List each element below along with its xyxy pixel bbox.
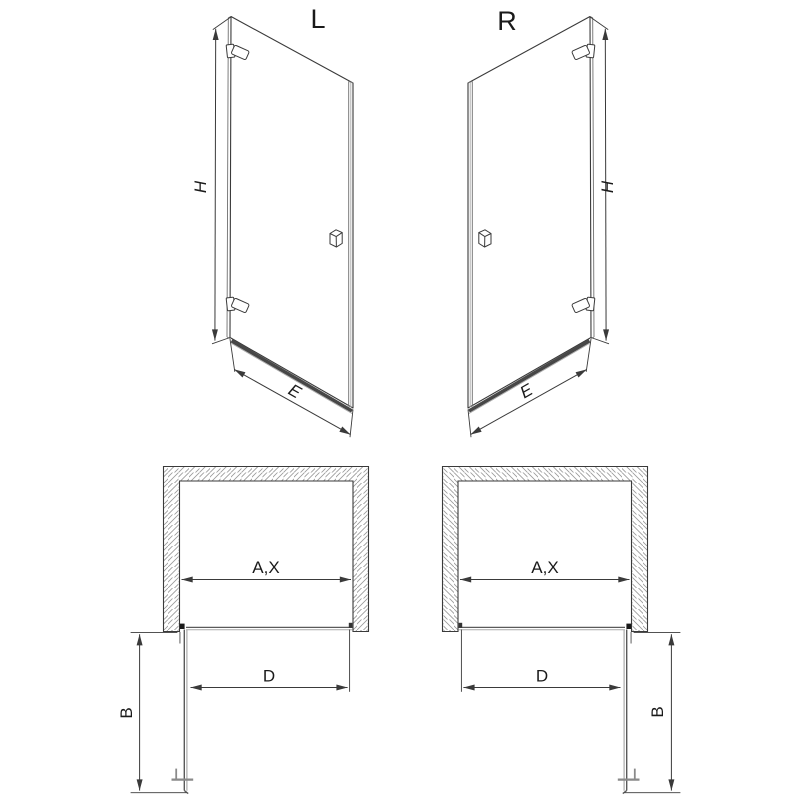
variant-label-right: R [497,6,517,36]
door-front-view-right [468,17,609,438]
dim-label-b-left: B [117,707,136,719]
plan-view-right [443,467,681,794]
dim-label-ax-right: A,X [531,558,559,577]
dim-label-d-left: D [262,666,276,686]
dim-label-b-right: B [648,706,667,718]
dim-label-e-right: E [516,380,536,403]
dim-label-h-left: H [191,180,210,194]
door-front-view-left [212,17,353,438]
dim-label-ax-left: A,X [252,558,280,577]
plan-view-left [131,467,369,794]
dim-label-h-right: H [598,180,617,194]
dim-label-e-left: E [285,380,305,403]
dim-label-d-right: D [535,666,549,686]
variant-label-left: L [310,4,326,34]
